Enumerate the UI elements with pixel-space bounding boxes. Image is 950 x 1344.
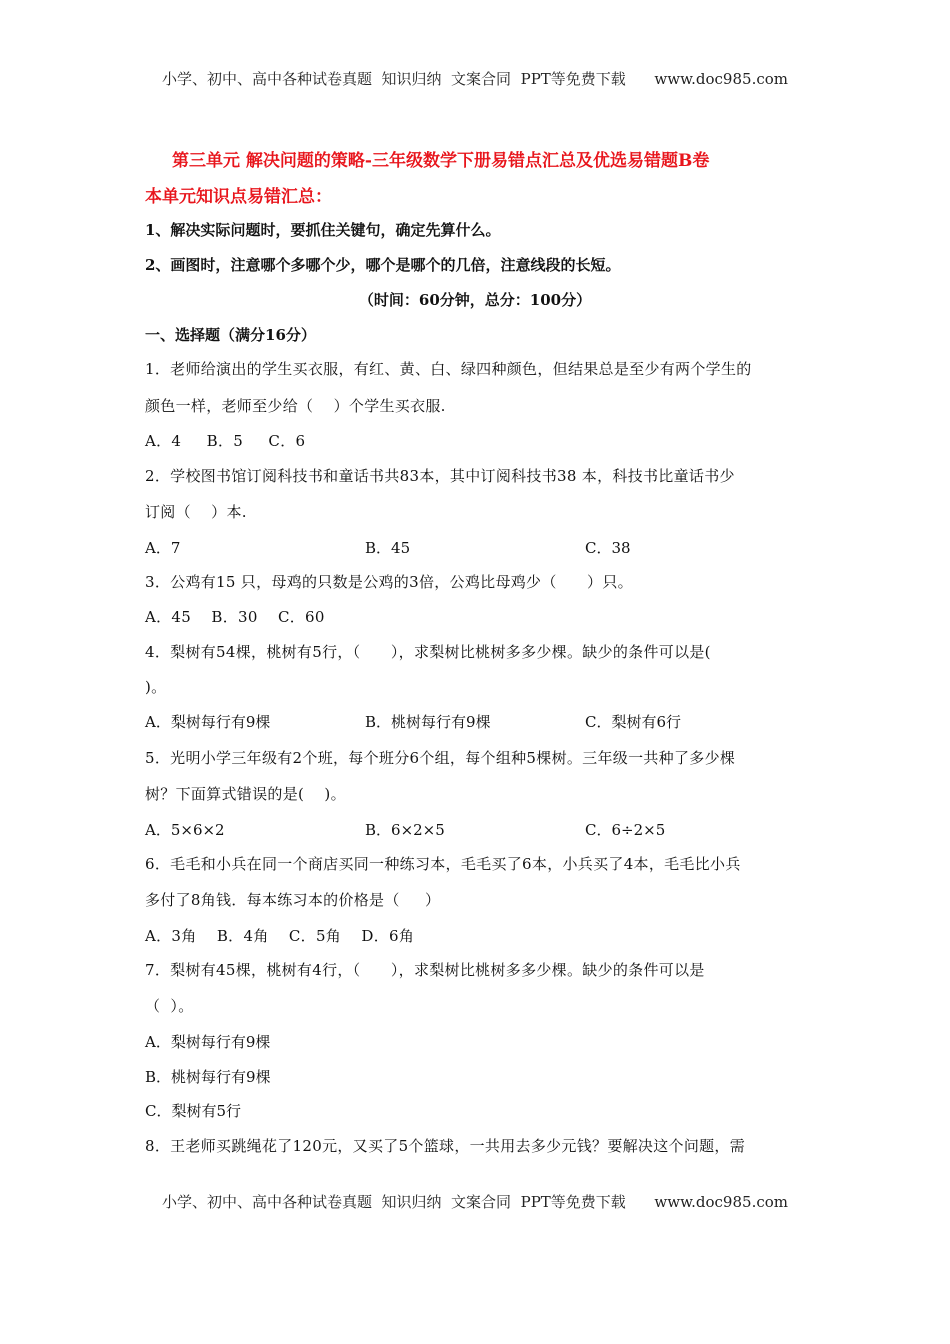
section-heading-choice: 一、选择题（满分16分） xyxy=(145,326,316,344)
question-2-option-a: A．7 xyxy=(145,539,181,557)
question-8-line-1: 8．王老师买跳绳花了120元，又买了5个篮球，一共用去多少元钱？要解决这个问题，需 xyxy=(145,1137,746,1155)
question-4-line-1: 4．梨树有54棵，桃树有5行，（ ），求梨树比桃树多多少棵。缺少的条件可以是( xyxy=(145,643,711,661)
knowledge-point-1: 1、解决实际问题时，要抓住关键句，确定先算什么。 xyxy=(145,221,501,239)
knowledge-point-2: 2、画图时，注意哪个多哪个少，哪个是哪个的几倍，注意线段的长短。 xyxy=(145,256,621,274)
question-1-line-1: 1．老师给演出的学生买衣服，有红、黄、白、绿四种颜色，但结果总是至少有两个学生的 xyxy=(145,360,752,378)
question-4-line-2: )。 xyxy=(145,678,167,696)
question-2-option-c: C．38 xyxy=(585,539,631,557)
question-4-option-a: A．梨树每行有9棵 xyxy=(145,713,271,731)
question-3-line-1: 3．公鸡有15 只，母鸡的只数是公鸡的3倍，公鸡比母鸡少（ ）只。 xyxy=(145,573,633,591)
question-7-option-b: B．桃树每行有9棵 xyxy=(145,1068,271,1086)
question-2-line-1: 2．学校图书馆订阅科技书和童话书共83本，其中订阅科技书38 本，科技书比童话书少 xyxy=(145,467,735,485)
question-1-line-2: 颜色一样，老师至少给（ ）个学生买衣服. xyxy=(145,397,446,415)
question-5-option-a: A．5×6×2 xyxy=(145,821,225,839)
question-6-line-2: 多付了8角钱．每本练习本的价格是（ ） xyxy=(145,891,441,909)
question-4-option-c: C．梨树有6行 xyxy=(585,713,682,731)
question-7-line-2: （ ）。 xyxy=(145,997,194,1015)
question-5-line-2: 树？下面算式错误的是( )。 xyxy=(145,785,346,803)
question-3-options: A．45 B．30 C．60 xyxy=(145,608,325,626)
question-7-option-c: C．梨树有5行 xyxy=(145,1102,242,1120)
question-5-option-b: B．6×2×5 xyxy=(365,821,445,839)
document-title: 第三单元 解决问题的策略-三年级数学下册易错点汇总及优选易错题B卷 xyxy=(172,151,710,171)
question-4-option-b: B．桃树每行有9棵 xyxy=(365,713,491,731)
question-6-line-1: 6．毛毛和小兵在同一个商店买同一种练习本，毛毛买了6本，小兵买了4本，毛毛比小兵 xyxy=(145,855,741,873)
question-5-line-1: 5．光明小学三年级有2个班，每个班分6个组，每个组种5棵树。三年级一共种了多少棵 xyxy=(145,749,736,767)
question-2-option-b: B．45 xyxy=(365,539,411,557)
question-7-option-a: A．梨树每行有9棵 xyxy=(145,1033,271,1051)
question-6-options: A．3角 B．4角 C．5角 D．6角 xyxy=(145,927,415,945)
page-footer: 小学、初中、高中各种试卷真题 知识归纳 文案合同 PPT等免费下载 www.doc985.com xyxy=(161,1193,788,1211)
question-2-line-2: 订阅（ ）本. xyxy=(145,503,247,521)
question-1-options: A．4 B．5 C．6 xyxy=(145,432,306,450)
page-header: 小学、初中、高中各种试卷真题 知识归纳 文案合同 PPT等免费下载 www.doc985.com xyxy=(161,70,788,88)
question-7-line-1: 7．梨树有45棵，桃树有4行，（ ），求梨树比桃树多多少棵。缺少的条件可以是 xyxy=(145,961,705,979)
section-subtitle: 本单元知识点易错汇总： xyxy=(145,187,332,207)
question-5-option-c: C．6÷2×5 xyxy=(585,821,666,839)
time-info: （时间：60分钟，总分：100分） xyxy=(358,291,592,309)
